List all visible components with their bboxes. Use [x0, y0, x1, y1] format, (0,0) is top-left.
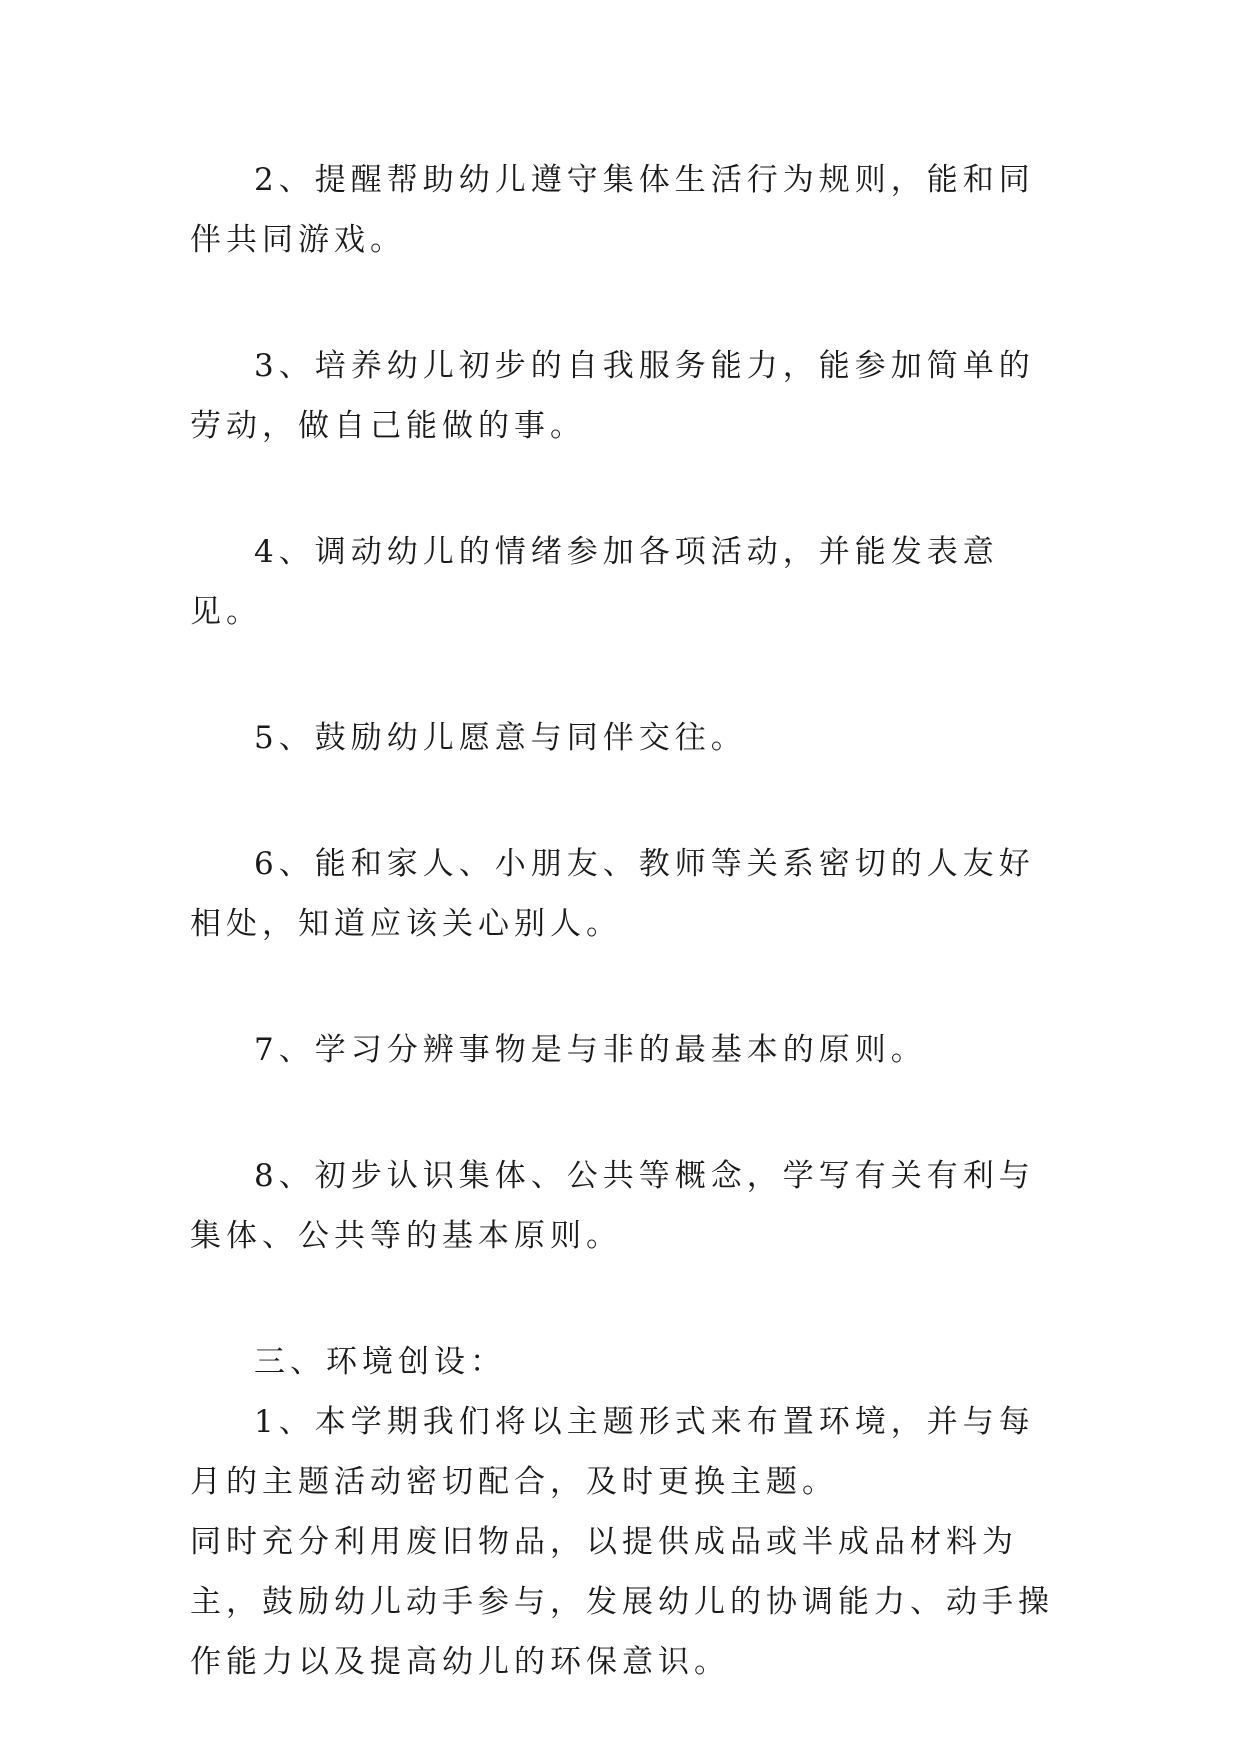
paragraph-environment-1: 1、本学期我们将以主题形式来布置环境，并与每月的主题活动密切配合，及时更换主题。 — [190, 1404, 1035, 1500]
paragraph-goal-6: 6、能和家人、小朋友、教师等关系密切的人友好相处，知道应该关心别人。 — [190, 846, 1035, 942]
paragraph-goal-2: 2、提醒帮助幼儿遵守集体生活行为规则，能和同伴共同游戏。 — [190, 162, 1035, 258]
paragraph-goal-3: 3、培养幼儿初步的自我服务能力，能参加简单的劳动，做自己能做的事。 — [190, 348, 1035, 444]
paragraph-environment-2: 同时充分利用废旧物品，以提供成品或半成品材料为主，鼓励幼儿动手参与，发展幼儿的协调能力、动手操作能力以及提高幼儿的环保意识。 — [190, 1524, 1054, 1680]
paragraph-goal-4: 4、调动幼儿的情绪参加各项活动，并能发表意见。 — [190, 534, 999, 630]
section-heading-environment: 三、环境创设： — [254, 1344, 506, 1380]
paragraph-goal-5: 5、鼓励幼儿愿意与同伴交往。 — [254, 720, 747, 756]
paragraph-goal-7: 7、学习分辨事物是与非的最基本的原则。 — [254, 1032, 927, 1068]
paragraph-goal-8: 8、初步认识集体、公共等概念，学写有关有利与集体、公共等的基本原则。 — [190, 1158, 1035, 1254]
document-body — [190, 150, 1070, 1692]
